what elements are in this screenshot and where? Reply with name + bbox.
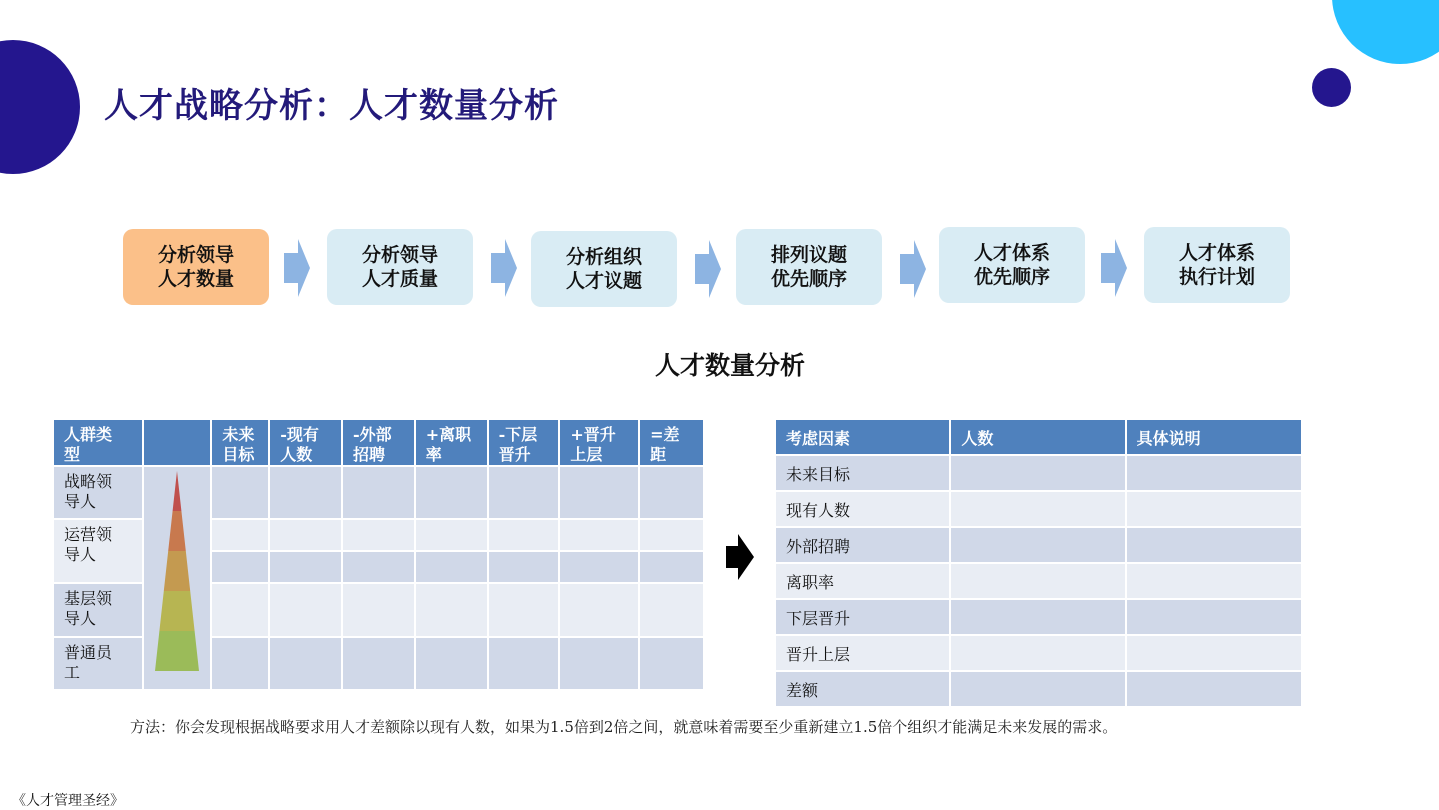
flow-step-1	[123, 229, 269, 305]
table-row	[53, 466, 704, 519]
source-note: 《人才管理圣经》	[12, 793, 124, 809]
quantity-analysis-table	[52, 418, 705, 691]
factor-label: 下层晋升	[775, 599, 950, 635]
table-row	[775, 671, 1302, 707]
method-note: 方法：你会发现根据战略要求用人才差额除以现有人数，如果为1.5倍到2倍之间，就意味着需要至少重新建立1.5倍个组织才能满足未来发展的需求。	[130, 718, 1118, 736]
group-label: 基层领 导人	[53, 583, 143, 637]
factor-label: 现有人数	[775, 491, 950, 527]
flow-step-4	[736, 229, 882, 305]
flow-step-label: 分析领导 人才质量	[361, 244, 438, 290]
pyramid-cell	[143, 466, 212, 690]
flow-step-5	[939, 227, 1085, 303]
header-cell: -外部 招聘	[342, 419, 415, 466]
pyramid-icon	[151, 471, 203, 673]
header-cell: =差 距	[639, 419, 704, 466]
table-row	[775, 527, 1302, 563]
header-cell	[143, 419, 212, 466]
group-label: 普通员 工	[53, 637, 143, 690]
flow-step-2	[327, 229, 473, 305]
header-cell: 人数	[950, 419, 1125, 455]
header-cell: -现有 人数	[269, 419, 342, 466]
factor-label: 外部招聘	[775, 527, 950, 563]
factor-label: 未来目标	[775, 455, 950, 491]
header-cell: 人群类 型	[53, 419, 143, 466]
black-arrow-right-icon	[726, 534, 754, 580]
decor-circle-small	[1312, 68, 1351, 107]
factor-label: 差额	[775, 671, 950, 707]
page-title: 人才战略分析：人才数量分析	[104, 86, 559, 126]
table-header-row	[53, 419, 704, 466]
table-row	[775, 635, 1302, 671]
decor-circle-top-right	[1332, 0, 1439, 64]
group-label: 战略领 导人	[53, 466, 143, 519]
arrow-right-icon	[900, 240, 926, 298]
arrow-right-icon	[1101, 239, 1127, 297]
table-row	[775, 599, 1302, 635]
factor-label: 晋升上层	[775, 635, 950, 671]
arrow-right-icon	[695, 240, 721, 298]
header-cell: +离职 率	[415, 419, 488, 466]
group-label: 运营领 导人	[53, 519, 143, 583]
flow-step-label: 分析领导 人才数量	[157, 244, 234, 290]
flow-step-label: 人才体系 优先顺序	[973, 242, 1050, 288]
factor-label: 离职率	[775, 563, 950, 599]
arrow-right-icon	[284, 239, 310, 297]
flow-step-label: 分析组织 人才议题	[565, 246, 642, 292]
factors-table	[774, 418, 1303, 708]
flow-step-label: 人才体系 执行计划	[1178, 242, 1255, 288]
table-row	[775, 563, 1302, 599]
header-cell: 具体说明	[1126, 419, 1302, 455]
header-cell: -下层 晋升	[488, 419, 560, 466]
flow-step-6	[1144, 227, 1290, 303]
header-cell: 未来 目标	[211, 419, 269, 466]
flow-step-label: 排列议题 优先顺序	[770, 244, 847, 290]
table-header-row	[775, 419, 1302, 455]
section-title: 人才数量分析	[654, 351, 805, 380]
header-cell: +晋升 上层	[559, 419, 639, 466]
table-row	[775, 455, 1302, 491]
decor-circle-left	[0, 40, 80, 174]
arrow-right-icon	[491, 239, 517, 297]
table-row	[775, 491, 1302, 527]
flow-step-3	[531, 231, 677, 307]
header-cell: 考虑因素	[775, 419, 950, 455]
